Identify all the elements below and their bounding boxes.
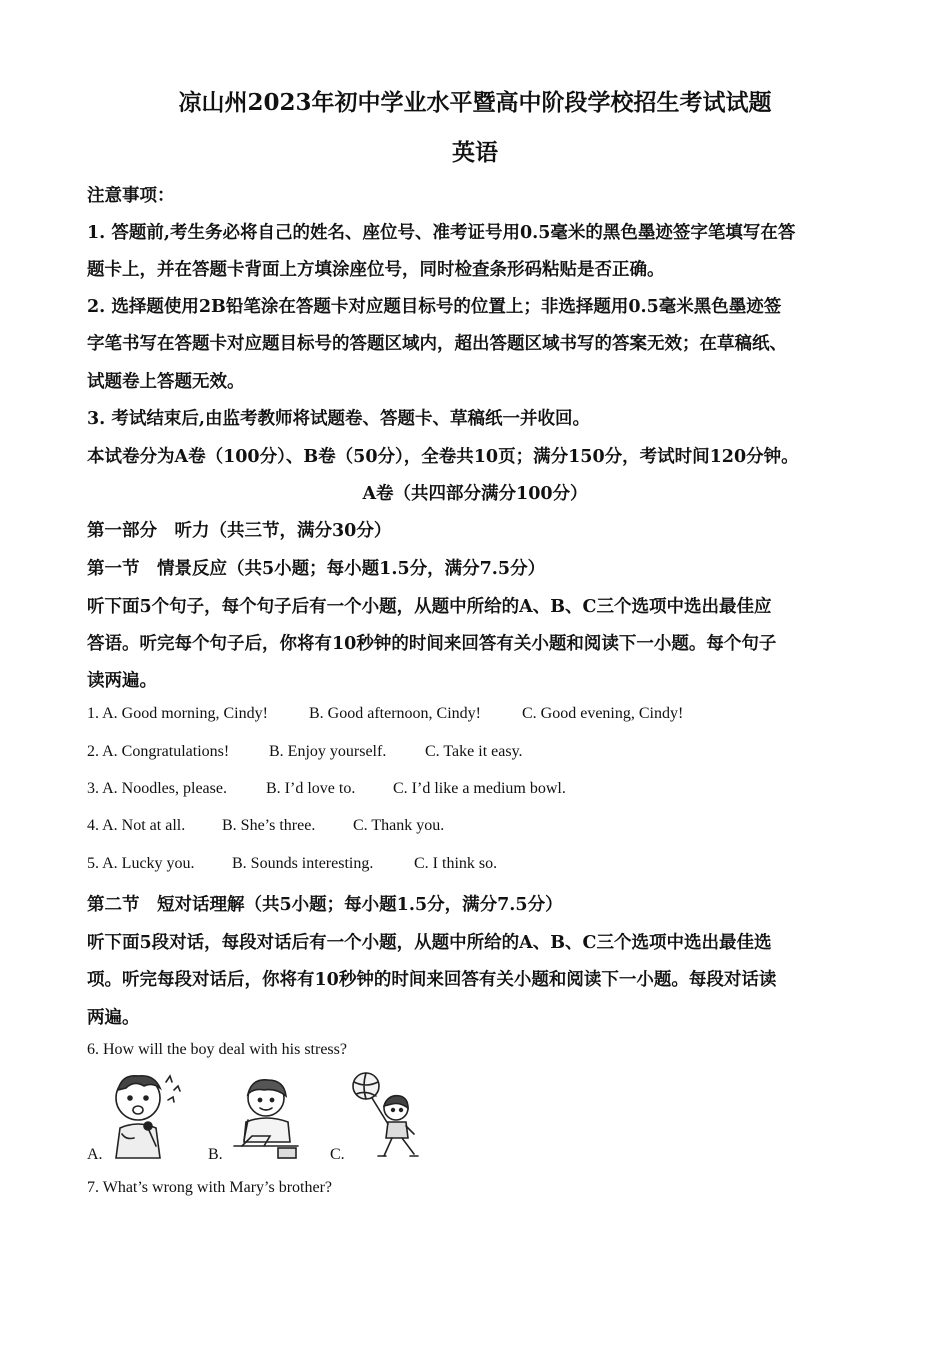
option-b: B. Enjoy yourself.	[269, 743, 387, 760]
note-line: 字笔书写在答题卡对应题目标号的答题区域内，超出答题区域书写的答案无效；在草稿纸、	[87, 334, 787, 354]
notes-heading: 注意事项：	[87, 186, 175, 206]
question-2	[87, 743, 523, 761]
question-7: 7. What’s wrong with Mary’s brother?	[87, 1179, 332, 1196]
section2-heading: 第二节 短对话理解（共5小题；每小题1.5分，满分7.5分）	[87, 895, 563, 915]
option-b: B. She’s three.	[222, 817, 316, 834]
option-c: C. Good evening, Cindy!	[522, 705, 684, 722]
option-c: C. Thank you.	[353, 817, 445, 834]
exam-title: 凉山州2023年初中学业水平暨高中阶段学校招生考试试题	[178, 89, 772, 116]
note-line: 3. 考试结束后,由监考教师将试题卷、答题卡、草稿纸一并收回。	[87, 409, 590, 429]
note-line: 题卡上，并在答题卡背面上方填涂座位号，同时检查条形码粘贴是否正确。	[87, 260, 665, 280]
section2-instructions: 听下面5段对话，每段对话后有一个小题，从题中所给的A、B、C三个选项中选出最佳选	[87, 933, 772, 953]
option-b: B. Sounds interesting.	[232, 855, 374, 872]
option-c: C. Take it easy.	[425, 743, 523, 760]
basketball-boy-picture	[348, 1070, 428, 1164]
option-a: 3. A. Noodles, please.	[87, 780, 227, 797]
option-a-label: A.	[87, 1146, 103, 1163]
option-b: B. Good afternoon, Cindy!	[309, 705, 481, 722]
section1-instructions: 听下面5个句子，每个句子后有一个小题，从题中所给的A、B、C三个选项中选出最佳应	[87, 597, 772, 617]
option-a: 2. A. Congratulations!	[87, 743, 230, 760]
question-4	[87, 817, 444, 835]
note-line: 2. 选择题使用2B铅笔涂在答题卡对应题目标号的位置上；非选择题用0.5毫米黑色墨迹签	[87, 297, 782, 317]
option-a: 4. A. Not at all.	[87, 817, 186, 834]
singing-boy-picture	[104, 1070, 190, 1162]
part1-heading: 第一部分 听力（共三节，满分30分）	[87, 521, 392, 541]
part-a-heading: A卷（共四部分满分100分）	[362, 484, 588, 504]
note-line: 1. 答题前,考生务必将自己的姓名、座位号、准考证号用0.5毫米的黑色墨迹签字笔填写在答	[87, 223, 796, 243]
option-c: C. I think so.	[414, 855, 498, 872]
option-c: C. I’d like a medium bowl.	[393, 780, 566, 797]
paper-info: 本试卷分为A卷（100分）、B卷（50分），全卷共10页；满分150分，考试时间120分钟。	[87, 447, 799, 467]
section2-instructions: 两遍。	[87, 1008, 140, 1028]
option-c-label: C.	[330, 1146, 345, 1163]
note-line: 试题卷上答题无效。	[87, 372, 245, 392]
studying-boy-picture	[230, 1074, 302, 1164]
option-a: 5. A. Lucky you.	[87, 855, 195, 872]
option-b: B. I’d love to.	[266, 780, 356, 797]
question-5	[87, 855, 497, 873]
option-a: 1. A. Good morning, Cindy!	[87, 705, 268, 722]
section1-instructions: 答语。听完每个句子后，你将有10秒钟的时间来回答有关小题和阅读下一小题。每个句子	[87, 634, 777, 654]
question-1	[87, 705, 683, 723]
section1-heading: 第一节 情景反应（共5小题；每小题1.5分，满分7.5分）	[87, 559, 546, 579]
section1-instructions: 读两遍。	[87, 671, 157, 691]
option-b-label: B.	[208, 1146, 223, 1163]
question-6: 6. How will the boy deal with his stress?	[87, 1041, 347, 1058]
section2-instructions: 项。听完每段对话后，你将有10秒钟的时间来回答有关小题和阅读下一小题。每段对话读	[87, 970, 777, 990]
question-3	[87, 780, 566, 798]
subject-title: 英语	[452, 139, 498, 166]
